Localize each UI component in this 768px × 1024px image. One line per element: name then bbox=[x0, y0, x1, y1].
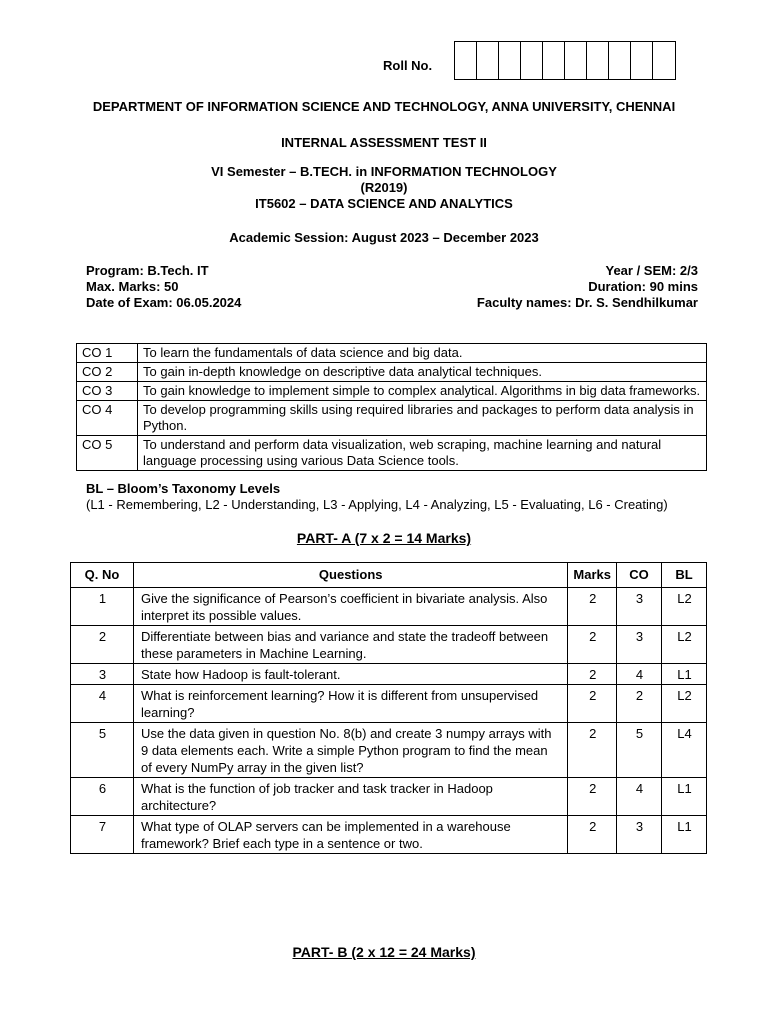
roll-no-boxes bbox=[454, 41, 676, 80]
exam-date-info: Date of Exam: 06.05.2024 bbox=[86, 295, 242, 310]
co-code: CO 5 bbox=[77, 436, 138, 471]
question-text: Differentiate between bias and variance and state the tradeoff between these parameters in Machine Learning. bbox=[134, 626, 568, 664]
question-bl: L2 bbox=[662, 588, 707, 626]
col-questions: Questions bbox=[134, 563, 568, 588]
co-description: To gain knowledge to implement simple to complex analytical. Algorithms in big data frameworks. bbox=[138, 382, 707, 401]
roll-no-box[interactable] bbox=[543, 42, 565, 79]
roll-no-box[interactable] bbox=[565, 42, 587, 79]
question-row bbox=[71, 723, 707, 778]
co-code: CO 3 bbox=[77, 382, 138, 401]
department-title: DEPARTMENT OF INFORMATION SCIENCE AND TECHNOLOGY, ANNA UNIVERSITY, CHENNAI bbox=[92, 99, 676, 114]
co-row bbox=[77, 363, 707, 382]
roll-no-box[interactable] bbox=[477, 42, 499, 79]
co-row bbox=[77, 344, 707, 363]
part-a-table bbox=[70, 562, 707, 854]
question-marks: 2 bbox=[568, 588, 617, 626]
question-number: 6 bbox=[71, 778, 134, 816]
question-row bbox=[71, 778, 707, 816]
part-a-title: PART- A (7 x 2 = 14 Marks) bbox=[296, 530, 472, 546]
question-marks: 2 bbox=[568, 626, 617, 664]
part-b-title: PART- B (2 x 12 = 24 Marks) bbox=[292, 944, 476, 960]
question-marks: 2 bbox=[568, 816, 617, 854]
co-row bbox=[77, 401, 707, 436]
table-header-row bbox=[71, 563, 707, 588]
question-number: 5 bbox=[71, 723, 134, 778]
question-bl: L2 bbox=[662, 626, 707, 664]
question-marks: 2 bbox=[568, 778, 617, 816]
question-number: 3 bbox=[71, 664, 134, 685]
question-bl: L1 bbox=[662, 816, 707, 854]
question-row bbox=[71, 626, 707, 664]
co-row bbox=[77, 436, 707, 471]
col-bl: BL bbox=[662, 563, 707, 588]
question-co: 3 bbox=[617, 816, 662, 854]
question-number: 7 bbox=[71, 816, 134, 854]
question-bl: L2 bbox=[662, 685, 707, 723]
question-text: Use the data given in question No. 8(b) and create 3 numpy arrays with 9 data elements each. Write a simple Python program to find the mean of every NumPy array in the given list? bbox=[134, 723, 568, 778]
co-code: CO 1 bbox=[77, 344, 138, 363]
regulation-line: (R2019) bbox=[360, 180, 408, 195]
question-text: Give the significance of Pearson’s coefficient in bivariate analysis. Also interpret its possible values. bbox=[134, 588, 568, 626]
program-info: Program: B.Tech. IT bbox=[86, 263, 209, 278]
question-co: 2 bbox=[617, 685, 662, 723]
question-text: State how Hadoop is fault-tolerant. bbox=[134, 664, 568, 685]
co-description: To learn the fundamentals of data science and big data. bbox=[138, 344, 707, 363]
question-marks: 2 bbox=[568, 723, 617, 778]
academic-session: Academic Session: August 2023 – December 2023 bbox=[229, 230, 539, 245]
col-marks: Marks bbox=[568, 563, 617, 588]
test-title: INTERNAL ASSESSMENT TEST II bbox=[281, 135, 487, 150]
roll-no-box[interactable] bbox=[521, 42, 543, 79]
question-text: What is the function of job tracker and task tracker in Hadoop architecture? bbox=[134, 778, 568, 816]
question-co: 3 bbox=[617, 588, 662, 626]
question-co: 5 bbox=[617, 723, 662, 778]
question-row bbox=[71, 664, 707, 685]
question-number: 4 bbox=[71, 685, 134, 723]
co-code: CO 2 bbox=[77, 363, 138, 382]
question-number: 1 bbox=[71, 588, 134, 626]
co-description: To understand and perform data visualization, web scraping, machine learning and natural language processing using various Data Science tools. bbox=[138, 436, 707, 471]
question-co: 4 bbox=[617, 778, 662, 816]
question-co: 4 bbox=[617, 664, 662, 685]
question-text: What is reinforcement learning? How it is different from unsupervised learning? bbox=[134, 685, 568, 723]
question-bl: L1 bbox=[662, 664, 707, 685]
semester-line: VI Semester – B.TECH. in INFORMATION TECHNOLOGY bbox=[211, 164, 557, 179]
question-co: 3 bbox=[617, 626, 662, 664]
question-bl: L1 bbox=[662, 778, 707, 816]
co-description: To gain in-depth knowledge on descriptive data analytical techniques. bbox=[138, 363, 707, 382]
question-number: 2 bbox=[71, 626, 134, 664]
faculty-info: Faculty names: Dr. S. Sendhilkumar bbox=[476, 295, 698, 310]
co-description: To develop programming skills using required libraries and packages to perform data analysis in Python. bbox=[138, 401, 707, 436]
roll-no-label: Roll No. bbox=[383, 58, 433, 73]
col-qno: Q. No bbox=[71, 563, 134, 588]
duration-info: Duration: 90 mins bbox=[588, 279, 698, 294]
question-marks: 2 bbox=[568, 685, 617, 723]
co-row bbox=[77, 382, 707, 401]
bloom-title: BL – Bloom’s Taxonomy Levels bbox=[86, 481, 281, 496]
course-title: IT5602 – DATA SCIENCE AND ANALYTICS bbox=[255, 196, 513, 211]
question-row bbox=[71, 816, 707, 854]
year-sem-info: Year / SEM: 2/3 bbox=[605, 263, 698, 278]
question-marks: 2 bbox=[568, 664, 617, 685]
bloom-levels: (L1 - Remembering, L2 - Understanding, L3 - Applying, L4 - Analyzing, L5 - Evaluating, L6 - Creating) bbox=[86, 497, 668, 512]
question-row bbox=[71, 588, 707, 626]
course-outcomes-table bbox=[76, 343, 707, 471]
question-bl: L4 bbox=[662, 723, 707, 778]
roll-no-box[interactable] bbox=[653, 42, 675, 79]
question-row bbox=[71, 685, 707, 723]
roll-no-box[interactable] bbox=[499, 42, 521, 79]
roll-no-box[interactable] bbox=[609, 42, 631, 79]
roll-no-box[interactable] bbox=[587, 42, 609, 79]
max-marks-info: Max. Marks: 50 bbox=[86, 279, 179, 294]
question-text: What type of OLAP servers can be implemented in a warehouse framework? Brief each type in a sentence or two. bbox=[134, 816, 568, 854]
roll-no-box[interactable] bbox=[631, 42, 653, 79]
col-co: CO bbox=[617, 563, 662, 588]
co-code: CO 4 bbox=[77, 401, 138, 436]
roll-no-box[interactable] bbox=[455, 42, 477, 79]
